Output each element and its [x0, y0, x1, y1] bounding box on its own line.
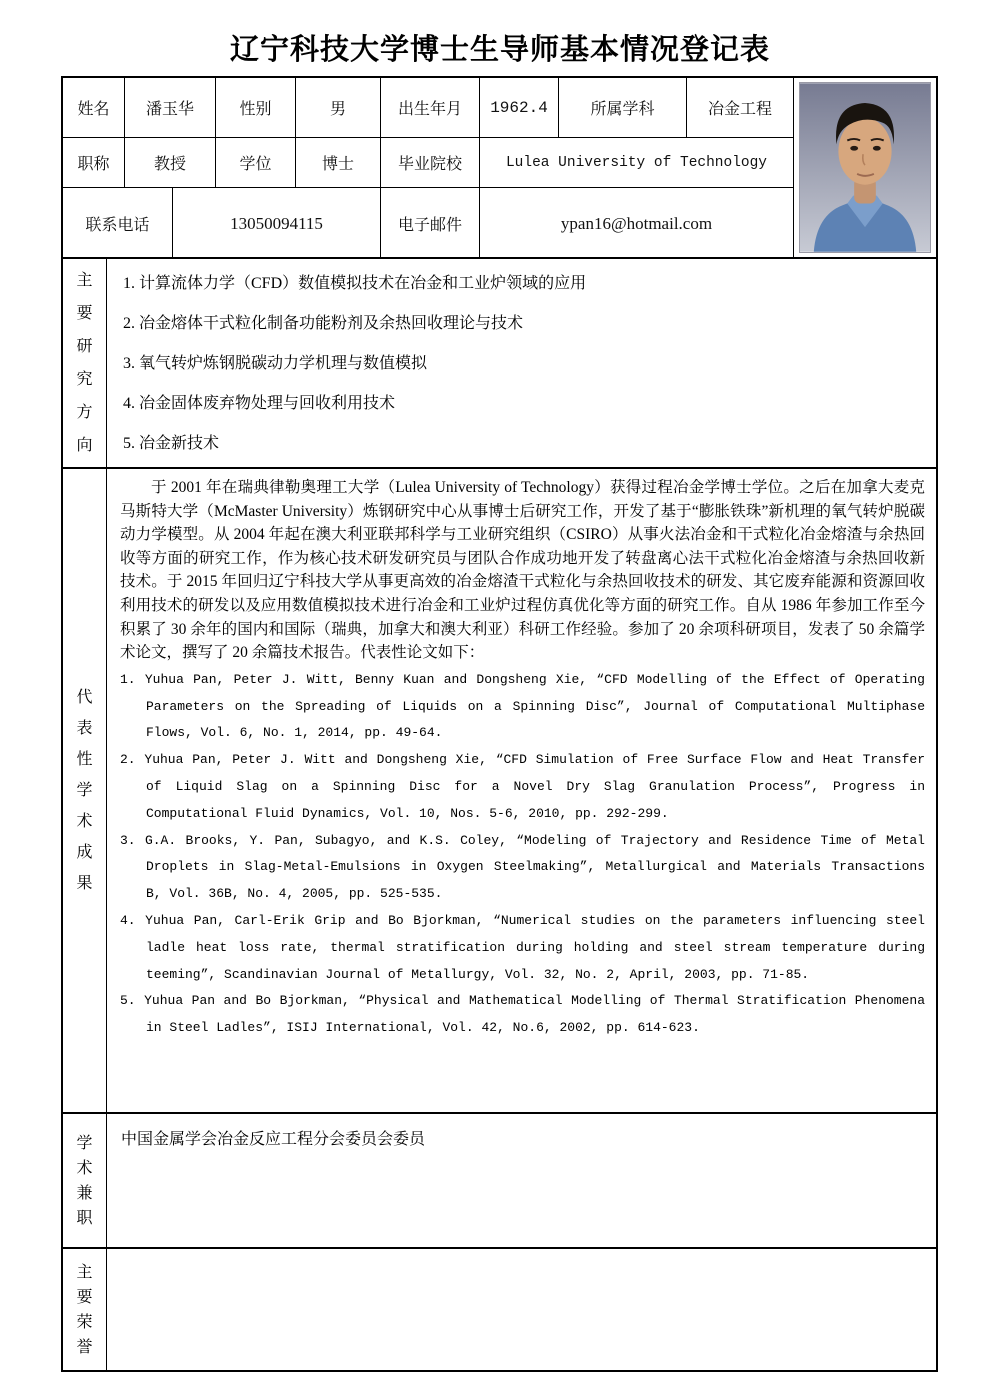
discipline-label: 所属学科: [559, 78, 687, 138]
research-directions-content: [107, 259, 936, 467]
honors-header: [63, 1249, 107, 1370]
birth-label: 出生年月: [381, 78, 480, 138]
academic-positions-header: [63, 1114, 107, 1247]
publication-item: 1. Yuhua Pan, Peter J. Witt, Benny Kuan and Dongsheng Xie, “CFD Modelling of the Effect of Operating Parameters on the Spreading of Liquids on a Spinning Disc”, Journal of Computational Multiphase Flows, Vol. 6, No. 1, 2014, pp. 49-64.: [120, 671, 925, 741]
honors-section: [63, 1249, 936, 1370]
degree-value: 博士: [296, 138, 381, 188]
title-value: 教授: [125, 138, 216, 188]
academic-positions-label: 学术兼职: [76, 1134, 93, 1227]
table-row: [63, 138, 794, 188]
phone-label: 联系电话: [63, 188, 173, 259]
degree-label: 学位: [216, 138, 296, 188]
publication-item: 4. Yuhua Pan, Carl-Erik Grip and Bo Bjorkman, “Numerical studies on the parameters influencing steel ladle heat loss rate, thermal stratification during holding and steel stream temperature during teeming”, Scandinavian Journal of Metallurgy, Vol. 32, No. 2, April, 2003, pp. 71-85.: [120, 912, 925, 982]
photo-cell: [794, 78, 936, 257]
academic-positions-section: [63, 1114, 936, 1249]
list-item: 3. 氧气转炉炼钢脱碳动力学机理与数值模拟: [123, 355, 428, 372]
research-directions-section: [63, 259, 936, 469]
list-item: 5. 冶金新技术: [123, 435, 220, 452]
publication-list: [120, 667, 925, 1042]
academic-positions-text: 中国金属学会冶金反应工程分会委员会委员: [121, 1131, 426, 1148]
table-row: [63, 78, 794, 138]
basic-info-grid: [63, 78, 794, 257]
phone-value: 13050094115: [173, 188, 381, 259]
gender-label: 性别: [216, 78, 296, 138]
title-label: 职称: [63, 138, 125, 188]
research-directions-header: [63, 259, 107, 467]
basic-info-block: [63, 78, 936, 259]
birth-value: 1962.4: [480, 78, 559, 138]
achievements-intro: 于 2001 年在瑞典律勒奥理工大学（Lulea University of Technology）获得过程冶金学博士学位。之后在加拿大麦克马斯特大学（McMaster University）炼钢研究中心从事博士后研究工作，开发了基于“膨胀铁珠”新机理的氧气转炉脱碳动力学模型。从 2004 年起在澳大利亚联邦科学与工业研究组织（CSIRO）从事火法冶金和干式粒化冶金熔渣与余热回收等方面的研究工作，作为核心技术研发研究员与团队合作成功地开发了转盘离心法干式粒化冶金熔渣与余热回收新技术。于 2015 年回归辽宁科技大学从事更高效的冶金熔渣干式粒化与余热回收技术的研发、其它废弃能源和资源回收利用技术的研发以及应用数值模拟技术进行冶金和工业炉过程仿真优化等方面的研究工作。自从 1986 年参加工作至今积累了 30 余年的国内和国际（瑞典，加拿大和澳大利亚）科研工作经验。参加了 20 余项科研项目，发表了 50 余篇学术论文，撰写了 20 余篇技术报告。代表性论文如下：: [120, 479, 925, 662]
honors-label: 主要荣誉: [76, 1263, 93, 1356]
gender-value: 男: [296, 78, 381, 138]
achievements-content: [107, 469, 936, 1112]
list-item: 2. 冶金熔体干式粒化制备功能粉剂及余热回收理论与技术: [123, 315, 524, 332]
table-row: [63, 188, 794, 259]
email-value: ypan16@hotmail.com: [480, 188, 794, 259]
email-label: 电子邮件: [381, 188, 480, 259]
achievements-label: 代表性学术成果: [76, 689, 93, 892]
publication-item: 3. G.A. Brooks, Y. Pan, Subagyo, and K.S. Coley, “Modeling of Trajectory and Residence Time of Metal Droplets in Slag-Metal-Emulsions in Oxygen Steelmaking”, Metallurgical and Materials Transactions B, Vol. 36B, No. 4, 2005, pp. 525-535.: [120, 832, 925, 902]
honors-content: [107, 1249, 936, 1370]
school-label: 毕业院校: [381, 138, 480, 188]
school-value: Lulea University of Technology: [480, 138, 794, 188]
list-item: 1. 计算流体力学（CFD）数值模拟技术在冶金和工业炉领域的应用: [123, 275, 587, 292]
academic-positions-content: [107, 1114, 936, 1247]
achievements-section: [63, 469, 936, 1114]
name-label: 姓名: [63, 78, 125, 138]
portrait-photo: [799, 82, 931, 253]
publication-item: 2. Yuhua Pan, Peter J. Witt and Dongsheng Xie, “CFD Simulation of Free Surface Flow and Heat Transfer of Liquid Slag on a Spinning Disc for a Novel Dry Slag Granulation Process”, Progress in Computational Fluid Dynamics, Vol. 10, Nos. 5-6, 2010, pp. 292-299.: [120, 752, 925, 821]
page-title: 辽宁科技大学博士生导师基本情况登记表: [229, 34, 770, 66]
discipline-value: 冶金工程: [687, 78, 794, 138]
list-item: 4. 冶金固体废弃物处理与回收利用技术: [123, 395, 396, 412]
research-directions-label: 主要研究方向: [76, 272, 93, 454]
registration-table: [61, 76, 938, 1372]
name-value: 潘玉华: [125, 78, 216, 138]
publication-item: 5. Yuhua Pan and Bo Bjorkman, “Physical and Mathematical Modelling of Thermal Stratification Phenomena in Steel Ladles”, ISIJ International, Vol. 42, No.6, 2002, pp. 614-623.: [120, 993, 925, 1036]
achievements-header: [63, 469, 107, 1112]
